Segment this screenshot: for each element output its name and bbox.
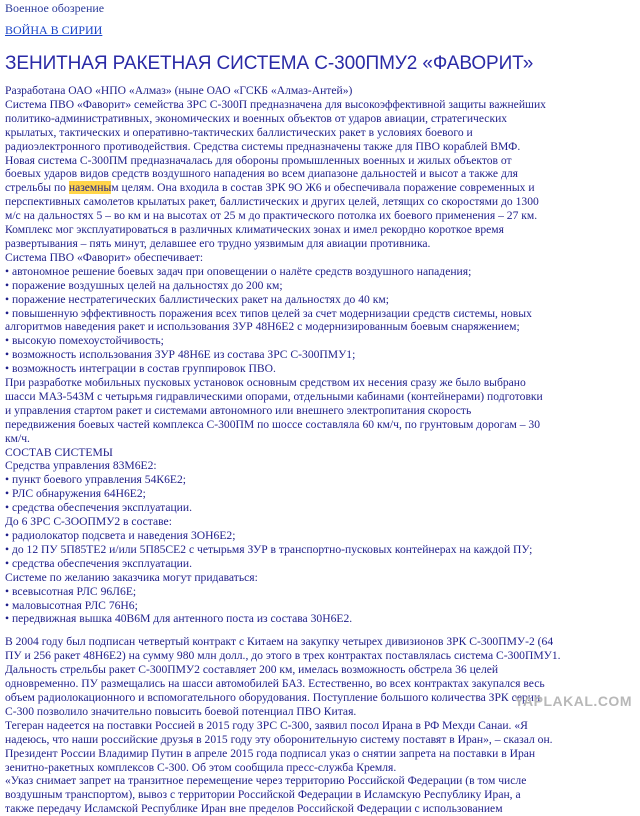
text-line: Разработана ОАО «НПО «Алмаз» (ныне ОАО «ГСКБ «Алмаз-Антей») (5, 84, 353, 97)
text-line: «Указ снимает запрет на транзитное перемещение через территорию Российской Федерации (в том числе (5, 774, 527, 788)
text-line: боевых ударов видов средств воздушного нападения во всем диапазоне дальностей и высот а также для (5, 167, 518, 181)
text-line: передвижения боевых частей комплекса С-300ПМ по шоссе составляла 60 км/ч, по грунтовым дорогам – 30 (5, 417, 540, 431)
text-line: развертывания – пять минут, делавшее его трудно уязвимым для авиации противника. (5, 236, 431, 250)
text-line: радиоэлектронного противодействия. Средства системы предназначены также для ПВО кораблей ВМФ. (5, 139, 521, 153)
section-link-syria[interactable]: ВОЙНА В СИРИИ (5, 23, 103, 37)
text-line: В 2004 году был подписан четвертый контракт с Китаем на закупку четырех дивизионов ЗРК С-300ПМУ-2 (64 (5, 635, 554, 649)
text-line: одновременно. ПУ размещались на шасси автомобилей БАЗ. Естественно, во всех контрактах закупался весь (5, 677, 545, 691)
text-line: также передачу Исламской Республике Иран вне пределов Российской Федерации с использованием (5, 802, 503, 816)
list-item: • передвижная вышка 40В6М для антенного поста из состава 30Н6Е2. (5, 612, 353, 626)
section-heading: СОСТАВ СИСТЕМЫ (5, 445, 113, 459)
text-segment: стрельбы по (5, 181, 69, 195)
list-item: • высокую помехоустойчивость; (5, 334, 164, 348)
list-item: • РЛС обнаружения 64Н6Е2; (5, 487, 146, 501)
text-line: крылатых, тактических и оперативно-тактических баллистических ракет в условиях боевого и (5, 125, 473, 139)
list-item: • до 12 ПУ 5П85ТЕ2 и/или 5П85СЕ2 с четырьмя ЗУР в транспортно-пусковых контейнерах на каждой ПУ; (5, 542, 533, 556)
text-line: Тегеран надеется на поставки Россией в 2015 году ЗРС С-300, заявил посол Ирана в РФ Мехди Санаи. «Я (5, 718, 528, 732)
list-item: • поражение нестратегических баллистических ракет на дальностях до 40 км; (5, 292, 389, 306)
list-item: • автономное решение боевых задач при оповещении о налёте средств воздушного нападения; (5, 264, 472, 278)
list-item: • возможность интеграции в состав группировок ПВО. (5, 362, 276, 376)
text-line: ПУ и 256 ракет 48Н6Е2) на сумму 980 млн долл., до этого в трех контрактах поставлялась система С-300ПМУ1. (5, 649, 561, 663)
list-item: • возможность использования ЗУР 48Н6Е из состава ЗРС С-300ПМУ1; (5, 348, 356, 362)
text-line: зенитно-ракетных комплексов С-300. Об этом сообщила пресс-служба Кремля. (5, 760, 397, 774)
text-line-highlighted (5, 181, 615, 195)
list-item: • радиолокатор подсвета и наведения 3ОН6Е2; (5, 529, 236, 542)
watermark-logo: YAPLAKAL.COM (514, 693, 632, 709)
text-line: надеюсь, что наши российские друзья в 2015 году эту оборонительную систему поставят в Иран», – сказал он. (5, 732, 553, 746)
text-line: Система ПВО «Фаворит» семейства ЗРС С-300П предназначена для высокоэффективной защиты важнейших (5, 97, 546, 111)
text-line: км/ч. (5, 431, 30, 445)
search-highlight: наземны (68, 181, 112, 195)
text-line: При разработке мобильных пусковых установок основным средством их несения сразу же было выбрано (5, 376, 526, 390)
text-line: Система ПВО «Фаворит» обеспечивает: (5, 250, 204, 264)
text-line: Системе по желанию заказчика могут придаваться: (5, 570, 258, 584)
text-line: Президент России Владимир Путин в апреле 2015 года подписал указ о снятии запрета на поставки в Иран (5, 746, 536, 760)
list-item: • маловысотная РЛС 76Н6; (5, 598, 138, 612)
list-item: • поражение воздушных целей на дальностях до 200 км; (5, 278, 283, 292)
text-line: С-300 позволило значительно повысить боевой потенциал ПВО Китая. (5, 704, 357, 718)
article-title: ЗЕНИТНАЯ РАКЕТНАЯ СИСТЕМА С-300ПМУ2 «ФАВОРИТ» (5, 53, 534, 74)
text-line: м/с на дальностях 5 – во км и на высотах от 25 м до практического потолка их боевого применения – 27 км. (5, 209, 538, 223)
text-line: шасси МАЗ-543М с четырьмя гидравлическими опорами, отдельными кабинами (контейнерами) подготовки (5, 389, 543, 403)
text-line: перспективных самолетов крылатых ракет, баллистических и других целей, летящих со скоростями до 1300 (5, 195, 539, 209)
text-segment: м целям. Она входила в состав ЗРК 9О Ж6 и обеспечивала поражение современных и (111, 181, 535, 195)
text-line: До 6 ЗРС С-3ООПМУ2 в составе: (5, 515, 172, 529)
text-line: Средства управления 83М6Е2: (5, 459, 157, 473)
list-item: • средства обеспечения эксплуатации. (5, 501, 192, 515)
text-line: Комплекс мог эксплуатироваться в различных климатических зонах и имел рекордно короткое время (5, 223, 504, 237)
text-line: Новая система С-300ПМ предназначалась для обороны промышленных военных и жилых объектов от (5, 153, 512, 167)
text-line: объем радиолокационного и вспомогательного оборудования. Поступление большого количества ЗРК серии (5, 690, 541, 704)
site-name: Военное обозрение (5, 1, 105, 15)
list-item: • повышенную эффективность поражения всех типов целей за счет модернизации средств системы, новых (5, 306, 532, 320)
text-line: воздушным транспортом), вывоз с территории Российской Федерации в Исламскую Республику Иран, а (5, 788, 521, 802)
text-line: политико-административных, экономических и военных объектов от ударов авиации, стратегических (5, 111, 508, 125)
list-item: • всевысотная РЛС 96Л6Е; (5, 584, 137, 598)
text-line: Дальность стрельбы ракет С-300ПМУ2 составляет 200 км, имелась возможность обстрела 36 целей (5, 663, 499, 677)
list-item: • средства обеспечения эксплуатации. (5, 556, 192, 570)
paragraph-gap (5, 626, 615, 635)
list-item: • пункт боевого управления 54К6Е2; (5, 473, 187, 487)
text-line: и управления стартом ракет и системами автономного или внешнего электропитания скорость (5, 403, 472, 417)
list-item: алгоритмов наведения ракет и использования ЗУР 48Н6Е2 с модернизированным боевым снаряжением; (5, 320, 520, 334)
